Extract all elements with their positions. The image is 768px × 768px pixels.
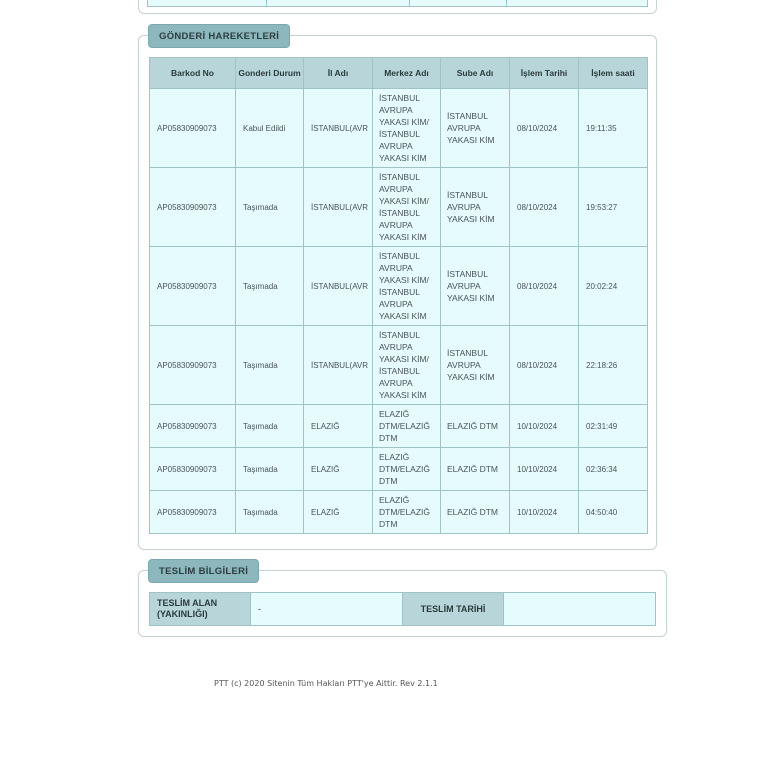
time-cell: 02:36:34: [579, 448, 648, 491]
center-cell: İSTANBUL AVRUPA YAKASI KİM/ İSTANBUL AVRUPA YAKASI KİM: [373, 168, 441, 247]
barcode-cell: AP05830909073: [150, 448, 236, 491]
delivery-row: [150, 593, 656, 626]
barcode-cell: AP05830909073: [150, 247, 236, 326]
receiver-label: TESLİM ALAN (YAKINLIĞI): [150, 593, 251, 626]
table-row: [150, 89, 648, 168]
status-cell: Kabul Edildi: [236, 89, 304, 168]
table-row: [150, 247, 648, 326]
status-cell: Taşımada: [236, 448, 304, 491]
receiver-value: -: [251, 593, 403, 626]
time-cell: 04:50:40: [579, 491, 648, 534]
table-row: [150, 326, 648, 405]
delivery-date-value: [504, 593, 656, 626]
status-cell: Taşımada: [236, 491, 304, 534]
movements-header-row: [150, 58, 648, 89]
copyright-footer: PTT (c) 2020 Sitenin Tüm Hakları PTT'ye Aittir. Rev 2.1.1: [214, 679, 438, 688]
date-cell: 08/10/2024: [510, 89, 579, 168]
center-cell: İSTANBUL AVRUPA YAKASI KİM/ İSTANBUL AVRUPA YAKASI KİM: [373, 247, 441, 326]
status-cell: Taşımada: [236, 247, 304, 326]
delivery-panel: [138, 565, 667, 637]
branch-cell: İSTANBUL AVRUPA YAKASI KİM: [441, 89, 510, 168]
province-cell: İSTANBUL(AVR: [304, 326, 373, 405]
delivery-panel-title: TESLİM BİLGİLERİ: [148, 559, 259, 583]
time-cell: 20:02:24: [579, 247, 648, 326]
table-row: [150, 448, 648, 491]
center-cell: İSTANBUL AVRUPA YAKASI KİM/ İSTANBUL AVRUPA YAKASI KİM: [373, 89, 441, 168]
barcode-cell: AP05830909073: [150, 89, 236, 168]
time-cell: 19:11:35: [579, 89, 648, 168]
table-row: [150, 405, 648, 448]
province-cell: İSTANBUL(AVR: [304, 247, 373, 326]
date-cell: 10/10/2024: [510, 491, 579, 534]
col-header-date: İşlem Tarihi: [510, 58, 579, 89]
barcode-cell: AP05830909073: [150, 168, 236, 247]
movements-panel-title: GÖNDERİ HAREKETLERİ: [148, 24, 290, 48]
province-cell: ELAZIĞ: [304, 405, 373, 448]
province-cell: ELAZIĞ: [304, 448, 373, 491]
col-header-time: İşlem saati: [579, 58, 648, 89]
center-cell: ELAZIĞ DTM/ELAZIĞ DTM: [373, 491, 441, 534]
time-cell: 02:31:49: [579, 405, 648, 448]
date-cell: 08/10/2024: [510, 326, 579, 405]
col-header-status: Gonderi Durum: [236, 58, 304, 89]
time-cell: 22:18:26: [579, 326, 648, 405]
date-cell: 08/10/2024: [510, 168, 579, 247]
center-cell: ELAZIĞ DTM/ELAZIĞ DTM: [373, 448, 441, 491]
branch-cell: İSTANBUL AVRUPA YAKASI KİM: [441, 326, 510, 405]
previous-table-fragment: [147, 0, 648, 7]
branch-cell: ELAZIĞ DTM: [441, 405, 510, 448]
col-header-center: Merkez Adı: [373, 58, 441, 89]
barcode-cell: AP05830909073: [150, 326, 236, 405]
barcode-cell: AP05830909073: [150, 405, 236, 448]
center-cell: İSTANBUL AVRUPA YAKASI KİM/ İSTANBUL AVRUPA YAKASI KİM: [373, 326, 441, 405]
province-cell: İSTANBUL(AVR: [304, 168, 373, 247]
table-row: [150, 491, 648, 534]
branch-cell: İSTANBUL AVRUPA YAKASI KİM: [441, 247, 510, 326]
status-cell: Taşımada: [236, 326, 304, 405]
province-cell: İSTANBUL(AVR: [304, 89, 373, 168]
delivery-date-label: TESLİM TARİHİ: [403, 593, 504, 626]
branch-cell: ELAZIĞ DTM: [441, 491, 510, 534]
date-cell: 10/10/2024: [510, 405, 579, 448]
previous-panel-fragment: [138, 0, 657, 14]
date-cell: 08/10/2024: [510, 247, 579, 326]
movements-panel: [138, 30, 657, 550]
delivery-table: [149, 592, 656, 626]
center-cell: ELAZIĞ DTM/ELAZIĞ DTM: [373, 405, 441, 448]
movements-table: [149, 57, 648, 534]
status-cell: Taşımada: [236, 405, 304, 448]
time-cell: 19:53:27: [579, 168, 648, 247]
col-header-branch: Sube Adı: [441, 58, 510, 89]
status-cell: Taşımada: [236, 168, 304, 247]
branch-cell: ELAZIĞ DTM: [441, 448, 510, 491]
table-row: [150, 168, 648, 247]
province-cell: ELAZIĞ: [304, 491, 373, 534]
col-header-province: İl Adı: [304, 58, 373, 89]
col-header-barcode: Barkod No: [150, 58, 236, 89]
barcode-cell: AP05830909073: [150, 491, 236, 534]
branch-cell: İSTANBUL AVRUPA YAKASI KİM: [441, 168, 510, 247]
date-cell: 10/10/2024: [510, 448, 579, 491]
